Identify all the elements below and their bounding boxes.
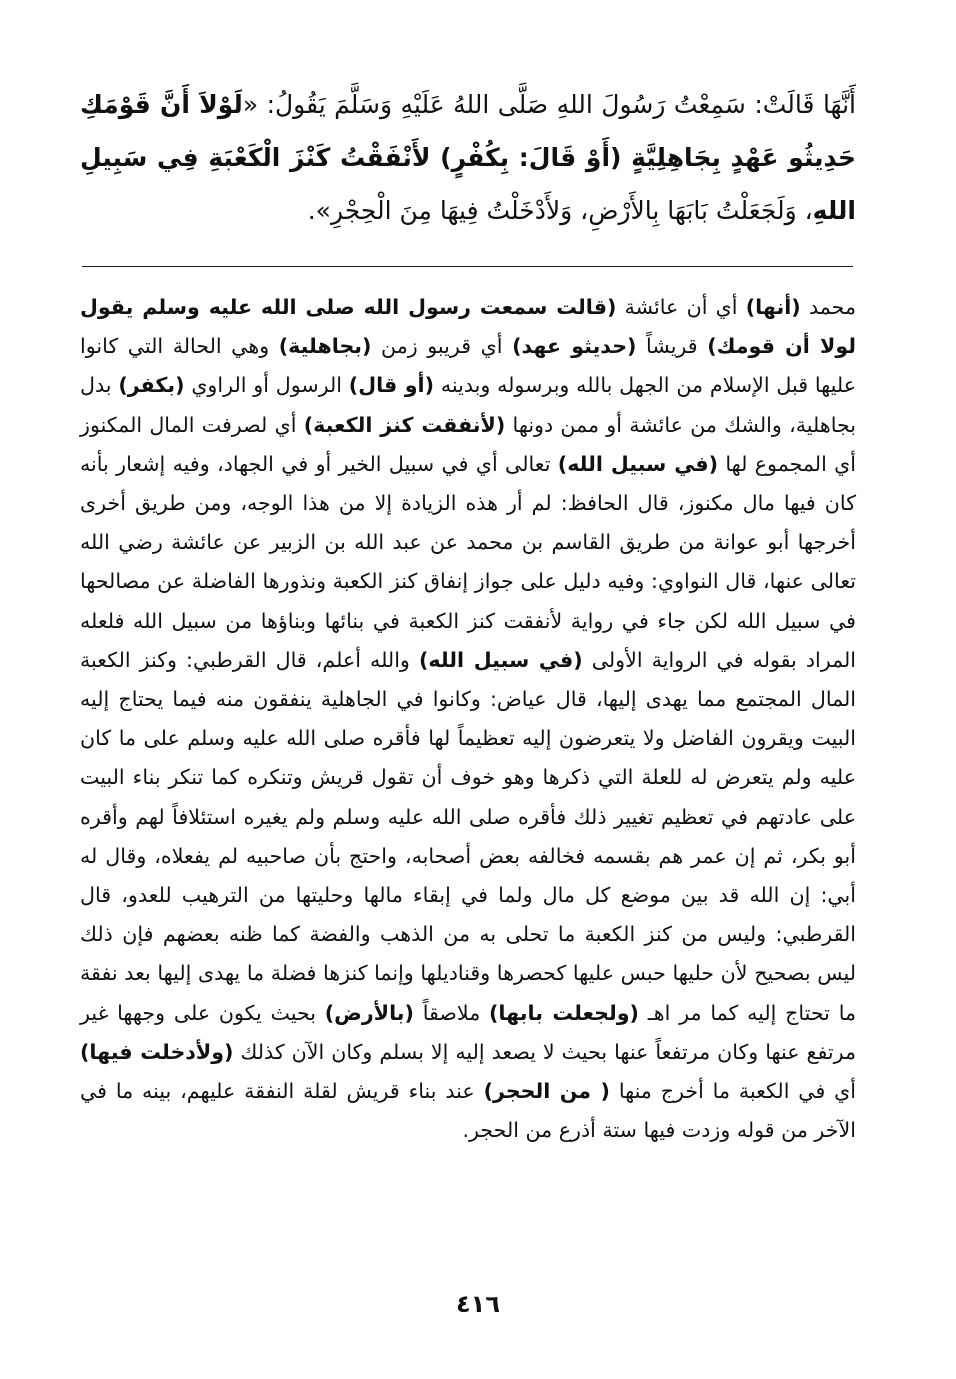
commentary-segment: والله أعلم، قال القرطبي: وكنز الكعبة المال المجتمع مما يهدى إليها، قال عياض: وكانوا في الجاهلية ينفقون منه فيما يحتاج إليه البيت ويقرون الفاضل ولا يتعرضون إليه تعظيماً لها فأقره صلى الله عليه وسلم على ما كان عليه ولم يتعرض له للعلة التي ذكرها وهو خوف أن تقول قريش وتنكره كما تنكر بناء البيت على عادتهم في تعظيم تغيير ذلك فأقره صلى الله عليه وسلم ولم يغيره استئلافاً لهم وأقره أبو بكر، ثم إن عمر هم بقسمه فخالفه بعض أصحابه، واحتج بأن صاحبيه لم يفعلاه، وقال له أبي: إن الله قد بين موضع كل مال ولما في إبقاء مالها وحليتها من الترهيب للعدو، قال القرطبي: وليس من كنز الكعبة ما تحلى به من الذهب والفضة كما ظنه بعضهم فإن ذلك ليس بصحيح لأن حليها حبس عليها كحصرها وقناديلها وإنما كنزها فضلة ما يهدى إليها بعد نفقة ما تحتاج إليه كما مر اهـ bbox=[80, 647, 856, 1025]
commentary-quote: (حديثو عهد) bbox=[512, 334, 637, 359]
commentary-segment: قريشاً bbox=[636, 334, 708, 359]
commentary-quote: (بكفر) bbox=[118, 373, 185, 398]
commentary-quote: (ولأدخلت فيها) bbox=[80, 1039, 234, 1064]
commentary-segment: أي قريبو زمن bbox=[371, 334, 513, 359]
commentary-segment: أي لصرفت المال المكنوز أي المجموع لها bbox=[80, 412, 856, 476]
commentary-segment: تعالى أي في سبيل الخير أو في الجهاد، وفيه إشعار بأنه كان فيها مال مكنوز، قال الحافظ: لم أر هذه الزيادة إلا من هذا الوجه، ومن طريق أخرى أخرجها أبو عوانة من طريق القاسم بن محمد عن عبد الله بن الزبير عن عائشة رضي الله تعالى عنها، قال النواوي: وفيه دليل على جواز إنفاق كنز الكعبة ونذورها الفاضلة عن مصالحها في سبيل الله لكن جاء في رواية لأنفقت كنز الكعبة في بنائها وبناؤها من سبيل الله فلعله المراد بقوله في الرواية الأولى bbox=[80, 451, 856, 672]
commentary-quote: (لأنفقت كنز الكعبة) bbox=[303, 412, 506, 437]
commentary-text bbox=[80, 288, 856, 1150]
commentary-segment: وهي الحالة التي كانوا عليها قبل الإسلام من الجهل بالله وبرسوله وبدينه bbox=[80, 334, 856, 398]
commentary-segment: الرسول أو الراوي bbox=[184, 373, 349, 398]
commentary-quote: (بجاهلية) bbox=[278, 334, 372, 359]
commentary-quote: (أنها) bbox=[745, 295, 801, 319]
commentary-quote: (في سبيل الله) bbox=[557, 451, 719, 476]
commentary-segment: أي أن عائشة bbox=[616, 295, 746, 319]
commentary-quote: (بالأرض) bbox=[324, 1000, 414, 1025]
commentary-segment: محمد bbox=[800, 295, 857, 319]
commentary-quote: (في سبيل الله) bbox=[418, 647, 583, 672]
page-number: ٤١٦ bbox=[456, 1290, 500, 1318]
commentary-segment: بحيث يكون على وجهها غير مرتفع عنها وكان مرتفعاً عنها بحيث لا يصعد إليه إلا بسلم وكان الآن كذلك bbox=[80, 1000, 856, 1064]
footnote-divider bbox=[82, 266, 853, 267]
commentary-quote: (قالت سمعت رسول الله صلى الله عليه وسلم يقول لولا أن قومك) bbox=[80, 295, 856, 359]
hadith-bold-text: لَوْلاَ أَنَّ قَوْمَكِ حَدِيثُو عَهْدٍ بِجَاهِلِيَّةٍ (أَوْ قَالَ: بِكُفْرٍ) لأَنْفَقْتُ كَنْزَ الْكَعْبَةِ فِي سَبِيلِ اللهِ bbox=[80, 90, 856, 225]
commentary-segment: أي في الكعبة ما أخرج منها bbox=[609, 1079, 857, 1104]
commentary-segment: ملاصقاً bbox=[413, 1000, 490, 1025]
hadith-ending: ، وَلَجَعَلْتُ بَابَهَا بِالأَرْضِ، وَلأَدْخَلْتُ فِيهَا مِنَ الْحِجْرِ». bbox=[307, 196, 813, 225]
commentary-quote: (ولجعلت بابها) bbox=[489, 1000, 639, 1025]
commentary-quote: ( من الحجر) bbox=[483, 1079, 610, 1104]
commentary-quote: (أو قال) bbox=[348, 373, 435, 398]
hadith-intro: أَنَّهَا قَالَتْ: سَمِعْتُ رَسُولَ اللهِ صَلَّى اللهُ عَلَيْهِ وَسَلَّمَ يَقُولُ: « bbox=[242, 90, 856, 119]
hadith-text bbox=[80, 78, 856, 237]
commentary-segment: بدل بجاهلية، والشك من عائشة أو ممن دونها bbox=[80, 373, 856, 437]
commentary-segment: عند بناء قريش لقلة النفقة عليهم، بينه ما في الآخر من قوله وزدت فيها ستة أذرع من الحجر. bbox=[80, 1079, 856, 1143]
